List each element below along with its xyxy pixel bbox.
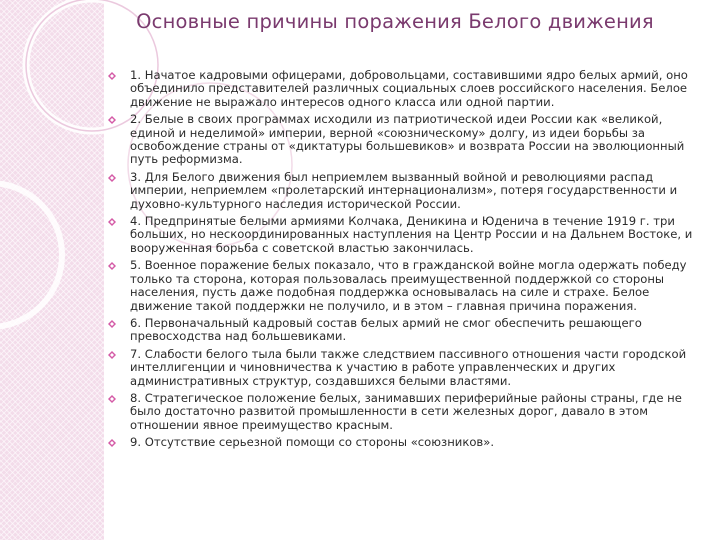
list-item-text: 5. Военное поражение белых показало, что в гражданской войне могла одержать победу только та сторона, которая пользовалась преимущественной поддержкой со стороны населения, пусть даже подобная поддержка основывалась на силе и страхе. Белое движение такой поддержки не получило, и в этом – главная причина поражения. <box>130 258 687 313</box>
list-item-text: 2. Белые в своих программах исходили из патриотической идеи России как «великой, единой и неделимой» империи, верной «союзническому» долгу, из идеи борьбы за освобождение страны от «диктатуры большевиков» и возврата России на эволюционный путь реформизма. <box>130 112 685 167</box>
list-item-text: 8. Стратегическое положение белых, занимавших периферийные районы страны, где не было достаточно развитой промышленности в сети железных дорог, давало в этом отношении явное преимущество красным. <box>130 390 682 432</box>
diamond-bullet-icon <box>108 262 116 270</box>
diamond-bullet-icon <box>108 174 116 182</box>
list-item-text: 9. Отсутствие серьезной помощи со стороны «союзников». <box>130 435 495 450</box>
diamond-bullet-icon <box>108 351 116 359</box>
diamond-bullet-icon <box>108 395 116 403</box>
list-item <box>108 436 696 449</box>
diamond-bullet-icon <box>108 439 116 447</box>
list-item <box>108 215 696 255</box>
list-item-text: 1. Начатое кадровыми офицерами, добровольцами, составившими ядро белых армий, оно объединило представителей различных социальных слоев российского населения. Белое движение не выражало интересов одного класса или одной партии. <box>130 68 688 109</box>
diamond-bullet-icon <box>108 218 116 226</box>
diamond-bullet-icon <box>108 116 116 124</box>
list-item <box>108 171 696 211</box>
bullet-list <box>108 69 696 454</box>
diamond-bullet-icon <box>108 320 116 328</box>
list-item-text: 4. Предпринятые белыми армиями Колчака, Деникина и Юденича в течение 1919 г. три больших, но нескоординированных наступления на Центр России и на Дальнем Востоке, и вооруженная борьба с советской властью закончилась. <box>130 214 693 255</box>
list-item-text: 3. Для Белого движения был неприемлем вызванный войной и революциями распад империи, неприемлем «пролетарский интернационализм», потеря государственности и духовно-культурного наследия исторической России. <box>130 169 678 211</box>
list-item <box>108 113 696 167</box>
list-item <box>108 317 696 344</box>
list-item <box>108 69 696 109</box>
list-item <box>108 259 696 313</box>
decorative-side-stripe <box>0 0 104 540</box>
list-item <box>108 348 696 388</box>
list-item-text: 7. Слабости белого тыла были также следствием пассивного отношения части городской интеллигенции и чиновничества к участию в работе управленческих и других административных структур, создавшихся белыми властями. <box>130 346 687 388</box>
diamond-bullet-icon <box>108 72 116 80</box>
list-item <box>108 392 696 432</box>
list-item-text: 6. Первоначальный кадровый состав белых армий не смог обеспечить решающего превосходства над большевиками. <box>130 315 642 344</box>
slide-title: Основные причины поражения Белого движения <box>136 10 654 33</box>
